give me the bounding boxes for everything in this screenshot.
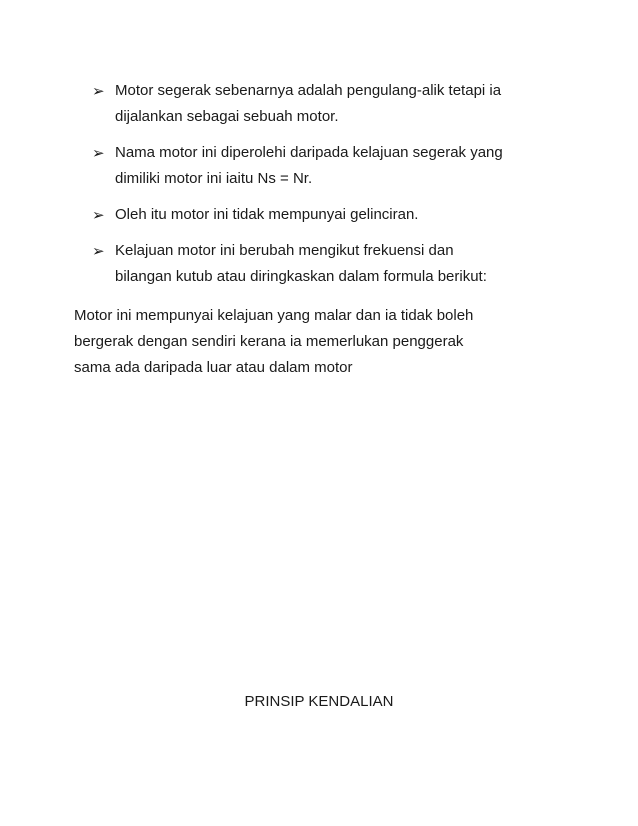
bullet-text-line: Nama motor ini diperolehi daripada kelajuan segerak yang: [115, 144, 503, 161]
arrow-bullet-icon: ➢: [92, 144, 105, 162]
bullet-text-line: Kelajuan motor ini berubah mengikut frekuensi dan: [115, 242, 454, 259]
bullet-text-line: dijalankan sebagai sebuah motor.: [115, 108, 339, 125]
bullet-item: [92, 202, 592, 228]
bullet-text-line: Oleh itu motor ini tidak mempunyai gelinciran.: [115, 206, 419, 223]
arrow-bullet-icon: ➢: [92, 206, 105, 224]
bullet-text-line: bilangan kutub atau diringkaskan dalam formula berikut:: [115, 268, 487, 285]
bullet-item: [92, 78, 592, 130]
bullet-item: [92, 140, 592, 192]
body-paragraph: [74, 303, 574, 381]
bullet-list: [92, 78, 592, 300]
bullet-text-line: dimiliki motor ini iaitu Ns = Nr.: [115, 170, 313, 187]
paragraph-line: Motor ini mempunyai kelajuan yang malar dan ia tidak boleh: [74, 307, 474, 324]
paragraph-line: sama ada daripada luar atau dalam motor: [74, 359, 353, 376]
arrow-bullet-icon: ➢: [92, 242, 105, 260]
arrow-bullet-icon: ➢: [92, 82, 105, 100]
bullet-text-line: Motor segerak sebenarnya adalah pengulang-alik tetapi ia: [115, 82, 502, 99]
paragraph-line: bergerak dengan sendiri kerana ia memerlukan penggerak: [74, 333, 464, 350]
section-heading: PRINSIP KENDALIAN: [244, 693, 394, 710]
bullet-item: [92, 238, 592, 290]
